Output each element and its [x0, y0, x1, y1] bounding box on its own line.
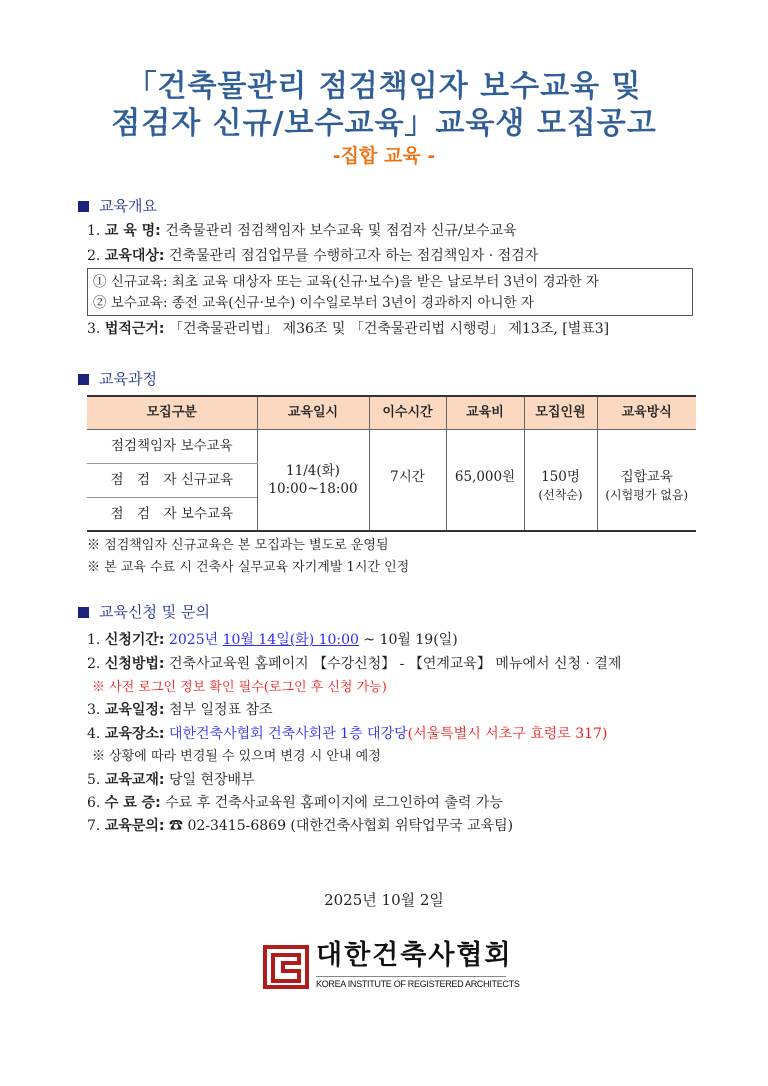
square-bullet-icon: [78, 374, 89, 385]
table-row: 점 검 자 보수교육: [110, 505, 234, 522]
target-refresher: ② 보수교육: 종전 교육(신규·보수) 이수일로부터 3년이 경과하지 아니한 자: [93, 295, 534, 311]
apply-venue: 4. 교육장소: 대한건축사협회 건축사회관 1층 대강당(서울특별시 서초구 효령로 317): [87, 726, 608, 742]
org-name: 대한건축사협회: [316, 940, 513, 971]
apply-method: 2. 신청방법: 건축사교육원 홈페이지 【수강신청】 - 【연계교육】 메뉴에서 신청 · 결제: [87, 656, 622, 672]
table-row: 점검책임자 보수교육 11/4(화) 10:00~18:00 7시간 65,000원 150명 (선착순) 집합교육 (시험평가 없음): [87, 429, 696, 463]
section-course: [78, 369, 157, 389]
section-heading: 교육과정: [99, 370, 157, 388]
apply-period: 1. 신청기간: 2025년 10월 14일(화) 10:00 ~ 10월 19(일): [87, 632, 458, 648]
overview-item-3: 3. 법적근거: 「건축물관리법」 제36조 및 「건축물관리법 시행령」 제13조, [별표3]: [87, 321, 610, 337]
section-overview: [78, 196, 157, 216]
square-bullet-icon: [78, 607, 89, 618]
target-new: ① 신규교육: 최초 교육 대상자 또는 교육(신규·보수)을 받은 날로부터 3년이 경과한 자: [93, 274, 599, 290]
phone-icon: ☎: [168, 818, 183, 834]
table-row: 점 검 자 신규교육: [87, 463, 696, 497]
org-logo-icon: [263, 945, 309, 989]
subtitle: -집합 교육 -: [332, 145, 436, 167]
course-table: [87, 395, 696, 532]
title-line-1: 「건축물관리 점검책임자 보수교육 및: [126, 69, 642, 104]
title-line-2: 점검자 신규/보수교육」교육생 모집공고: [111, 106, 657, 141]
overview-item-1: 1. 교 육 명: 건축물관리 점검책임자 보수교육 및 점검자 신규/보수교육: [87, 223, 517, 239]
table-header-row: 모집구분 교육일시 이수시간 교육비 모집인원 교육방식: [87, 396, 696, 429]
course-note-2: ※ 본 교육 수료 시 건축사 실무교육 자기계발 1시간 인정: [87, 560, 410, 575]
document-date: 2025년 10월 2일: [324, 891, 444, 909]
section-heading: 교육개요: [99, 197, 157, 215]
apply-certificate: 6. 수 료 증: 수료 후 건축사교육원 홈페이지에 로그인하여 출력 가능: [87, 795, 503, 811]
org-name-english: KOREA INSTITUTE OF REGISTERED ARCHITECTS: [316, 976, 506, 990]
section-apply: [78, 602, 210, 622]
target-detail-box: [87, 268, 693, 316]
section-heading: 교육신청 및 문의: [99, 603, 210, 621]
course-note-1: ※ 점검책임자 신규교육은 본 모집과는 별도로 운영됨: [87, 538, 389, 553]
overview-item-2: 2. 교육대상: 건축물관리 점검업무를 수행하고자 하는 점검책임자 · 점검자: [87, 248, 539, 264]
square-bullet-icon: [78, 201, 89, 212]
venue-note: ※ 상황에 따라 변경될 수 있으며 변경 시 안내 예정: [92, 749, 381, 764]
apply-material: 5. 교육교재: 당일 현장배부: [87, 772, 255, 788]
apply-contact: 7. 교육문의: ☎ 02-3415-6869 (대한건축사협회 위탁업무국 교육팀): [87, 818, 514, 834]
login-note: ※ 사전 로그인 정보 확인 필수(로그인 후 신청 가능): [92, 680, 387, 695]
apply-schedule: 3. 교육일정: 첨부 일정표 참조: [87, 702, 273, 718]
